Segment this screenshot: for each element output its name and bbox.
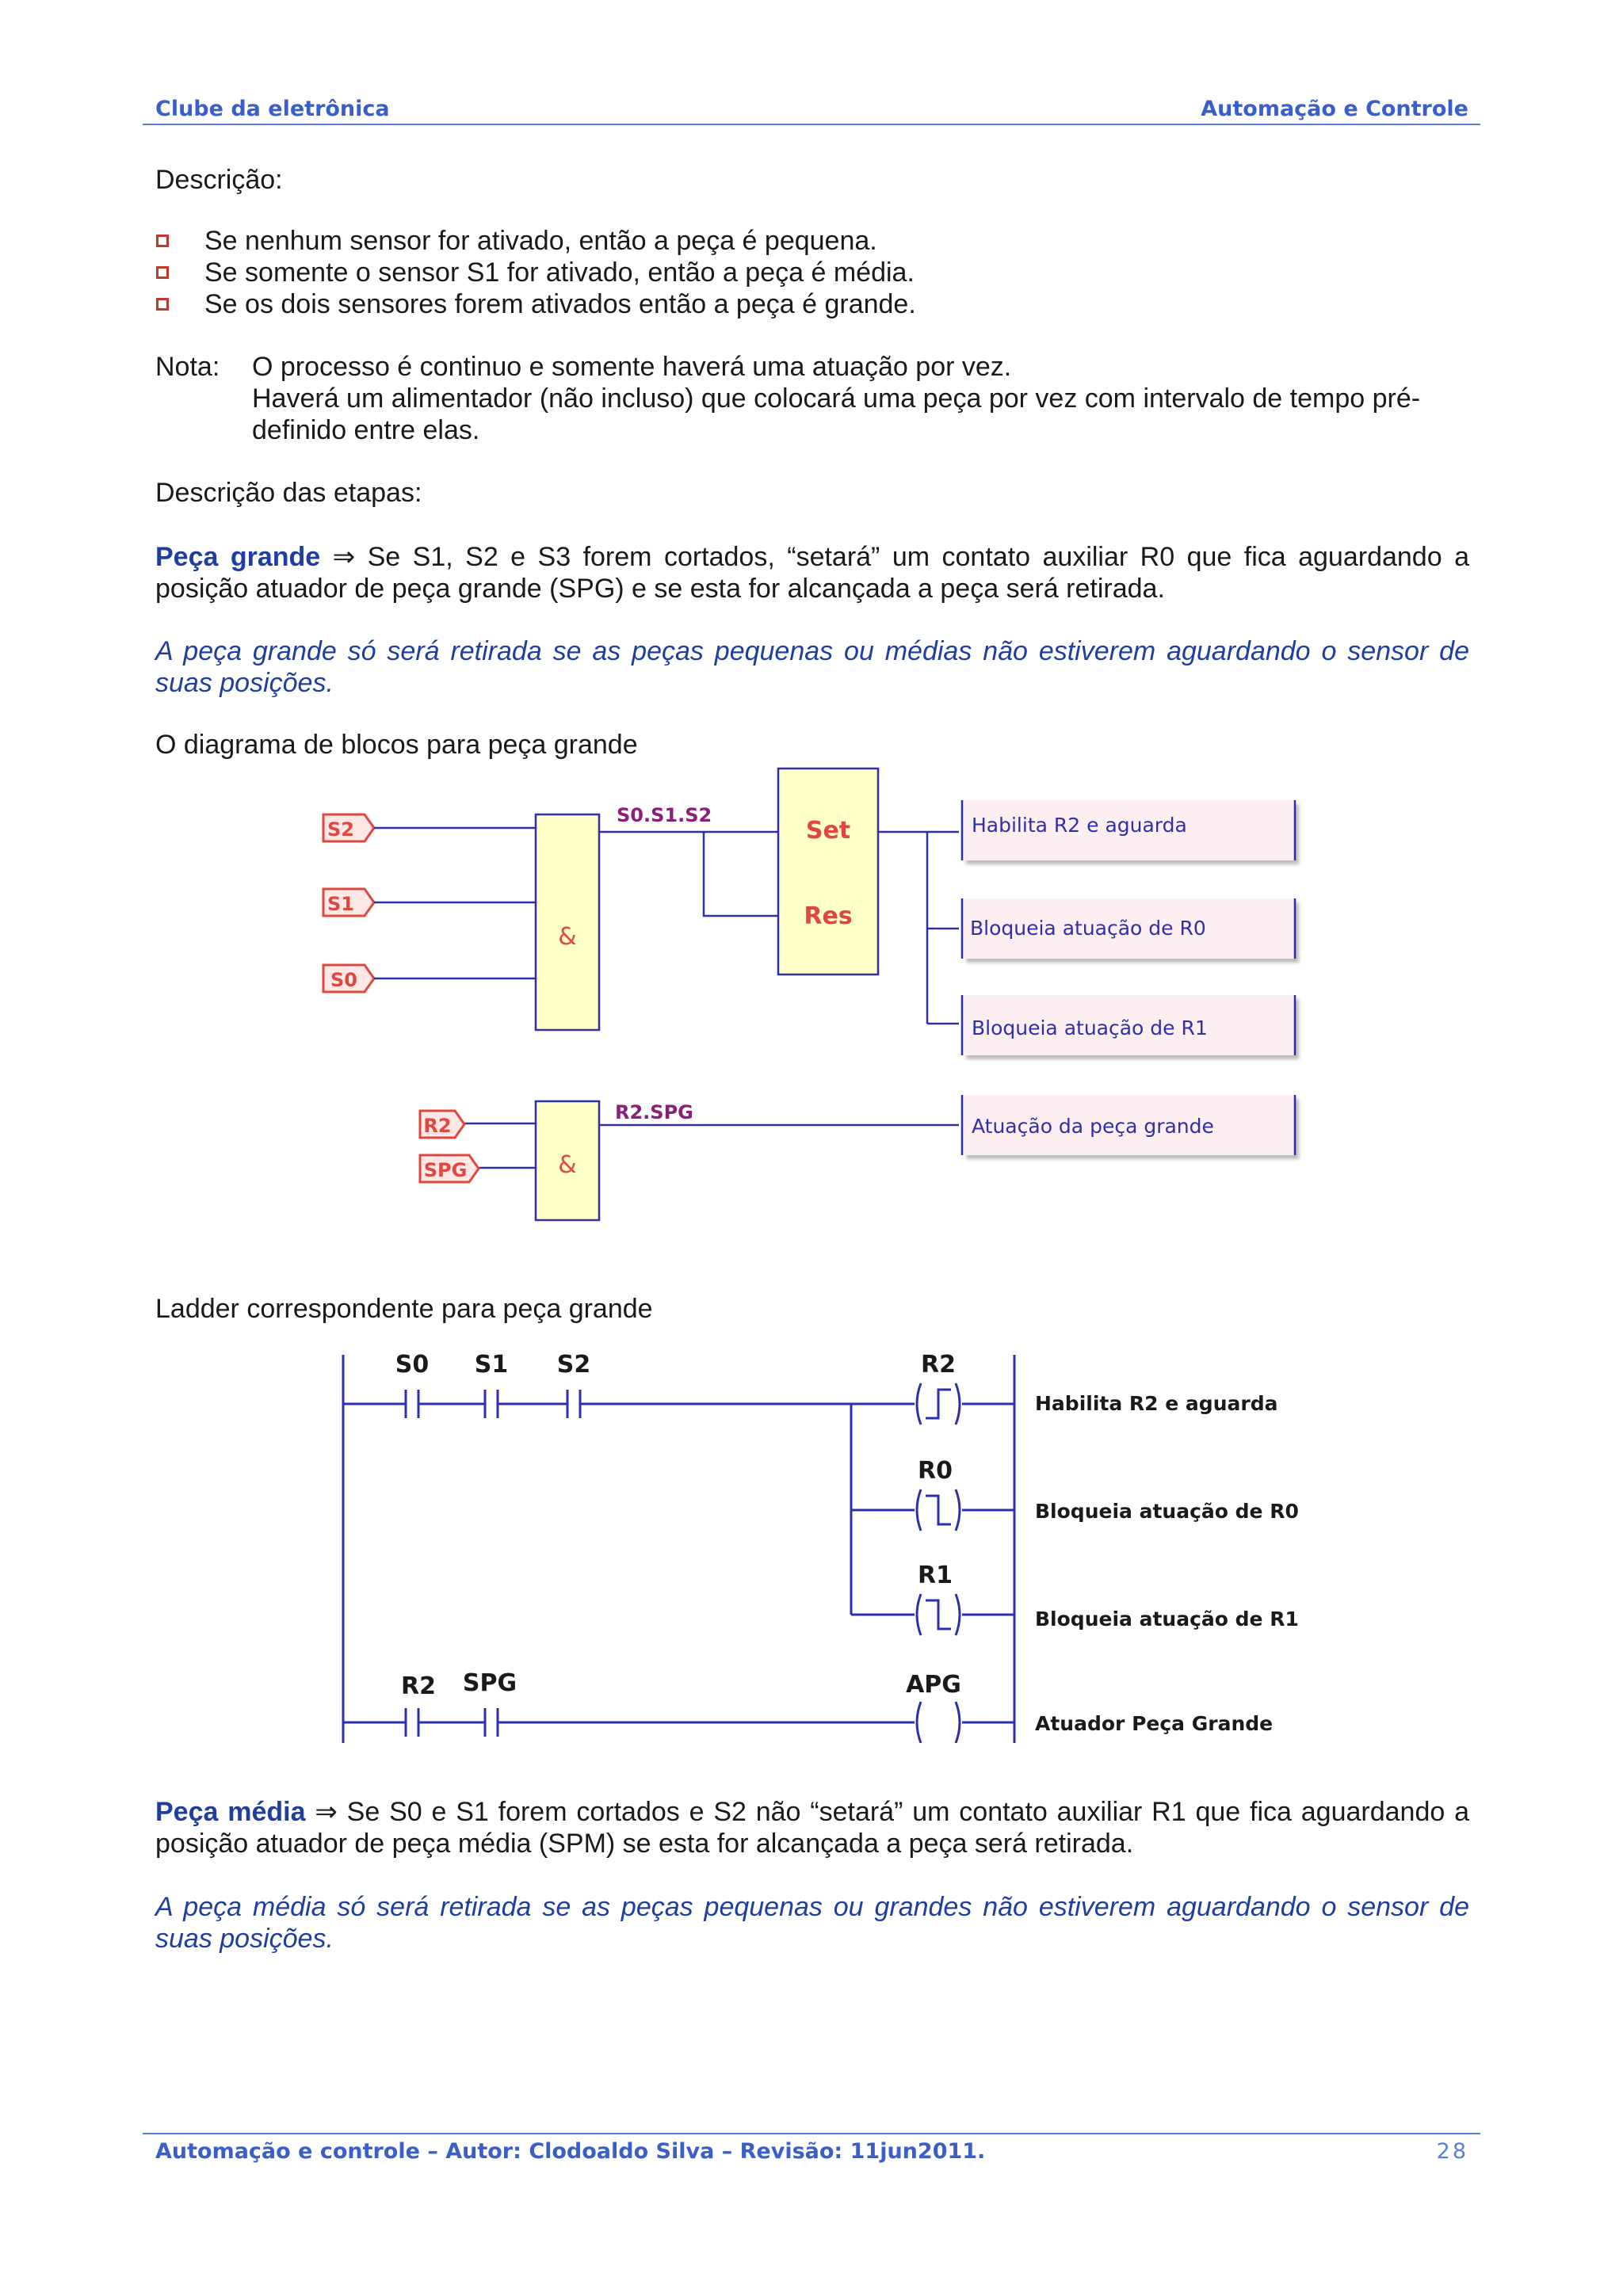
- bullet-icon: [156, 298, 169, 311]
- header-right: Automação e Controle: [1201, 97, 1468, 121]
- peca-media-label: Peça média: [155, 1797, 306, 1827]
- arrow-icon: ⇒: [332, 542, 356, 572]
- output-box-habilita: [962, 800, 1295, 860]
- coil-desc-1: Habilita R2 e aguarda: [1035, 1392, 1278, 1415]
- output-box-bloqueia-r1: [962, 995, 1295, 1055]
- etapas-title: Descrição das etapas:: [155, 478, 422, 508]
- block-diagram: [301, 753, 1363, 1252]
- bullet-item: Se nenhum sensor for ativado, então a peça é pequena.: [204, 226, 877, 256]
- footer-divider: [143, 2133, 1480, 2134]
- input-tag-s0: [323, 965, 374, 992]
- svg-text:Res: Res: [804, 902, 853, 930]
- nota-label: Nota:: [155, 352, 220, 382]
- output-box-bloqueia-r0: [962, 898, 1295, 959]
- peca-media-paragraph: [155, 1796, 1469, 1859]
- and-gate-1: [536, 814, 599, 1030]
- bullet-item: Se os dois sensores forem ativados então a peça é grande.: [204, 289, 916, 319]
- arrow-icon: ⇒: [315, 1797, 338, 1827]
- ladder-title: Ladder correspondente para peça grande: [155, 1294, 653, 1324]
- svg-text:S1: S1: [327, 893, 354, 915]
- input-tag-s1: [323, 889, 374, 916]
- block-diagram-title: O diagrama de blocos para peça grande: [155, 730, 638, 760]
- descricao-title: Descrição:: [155, 165, 283, 195]
- page-number: 28: [1436, 2139, 1468, 2164]
- peca-media-text: Se S0 e S1 forem cortados e S2 não “setará” um contato auxiliar R1 que fica aguardando a posição atuador de peça média (SPM) se esta for alcançada a peça será retirada.: [155, 1797, 1469, 1859]
- peca-grande-label: Peça grande: [155, 542, 321, 572]
- contact-label-s1: S1: [474, 1351, 509, 1379]
- coil-label-r2: R2: [921, 1351, 956, 1379]
- input-tag-r2: [420, 1111, 464, 1138]
- contact-label-spg: SPG: [462, 1669, 517, 1697]
- peca-grande-note: A peça grande só será retirada se as peças pequenas ou médias não estiverem aguardando o sensor de suas posições.: [155, 636, 1469, 698]
- svg-text:&: &: [558, 1151, 577, 1179]
- svg-text:SPG: SPG: [423, 1159, 468, 1181]
- bullet-icon: [156, 235, 169, 247]
- coil-label-r1: R1: [918, 1562, 953, 1589]
- contact-label-r2: R2: [401, 1672, 436, 1700]
- svg-text:Habilita R2 e aguarda: Habilita R2 e aguarda: [972, 814, 1187, 837]
- contact-label-s0: S0: [395, 1351, 430, 1379]
- coil-label-apg: APG: [906, 1671, 961, 1699]
- output-box-atuacao: [962, 1095, 1295, 1155]
- svg-text:Bloqueia atuação de R1: Bloqueia atuação de R1: [972, 1016, 1208, 1039]
- svg-text:S2: S2: [327, 818, 354, 841]
- svg-text:Bloqueia atuação de R0: Bloqueia atuação de R0: [970, 917, 1206, 940]
- and-gate-2: [536, 1101, 599, 1220]
- signal-label-2: R2.SPG: [615, 1101, 693, 1123]
- header-left: Clube da eletrônica: [155, 97, 390, 121]
- nota-line1: O processo é continuo e somente haverá uma atuação por vez.: [252, 352, 1012, 382]
- ladder-diagram: [333, 1331, 1347, 1743]
- svg-text:S0: S0: [330, 969, 357, 991]
- bullet-icon: [156, 266, 169, 279]
- coil-desc-2: Bloqueia atuação de R0: [1035, 1500, 1299, 1523]
- svg-text:Atuação da peça grande: Atuação da peça grande: [972, 1115, 1214, 1138]
- svg-text:R2: R2: [423, 1115, 452, 1137]
- signal-label-1: S0.S1.S2: [617, 804, 712, 826]
- contact-label-s2: S2: [556, 1351, 591, 1379]
- nota-line2: Haverá um alimentador (não incluso) que colocará uma peça por vez com intervalo de tempo pré-definido entre elas.: [252, 383, 1421, 445]
- coil-label-r0: R0: [918, 1457, 953, 1485]
- bullet-item: Se somente o sensor S1 for ativado, então a peça é média.: [204, 257, 915, 288]
- header-divider: [143, 124, 1480, 125]
- peca-media-note: A peça média só será retirada se as peças pequenas ou grandes não estiverem aguardando o sensor de suas posições.: [155, 1892, 1469, 1954]
- svg-text:&: &: [558, 923, 577, 951]
- set-reset-block: [778, 769, 878, 974]
- peca-grande-paragraph: [155, 541, 1469, 605]
- input-tag-spg: [420, 1155, 479, 1182]
- peca-grande-text: Se S1, S2 e S3 forem cortados, “setará” um contato auxiliar R0 que fica aguardando a posição atuador de peça grande (SPG) e se esta for alcançada a peça será retirada.: [155, 542, 1469, 604]
- footer-text: Automação e controle – Autor: Clodoaldo Silva – Revisão: 11jun2011.: [155, 2139, 986, 2164]
- coil-desc-apg: Atuador Peça Grande: [1035, 1712, 1274, 1735]
- svg-text:Set: Set: [805, 817, 851, 845]
- coil-desc-3: Bloqueia atuação de R1: [1035, 1608, 1299, 1630]
- input-tag-s2: [323, 814, 374, 841]
